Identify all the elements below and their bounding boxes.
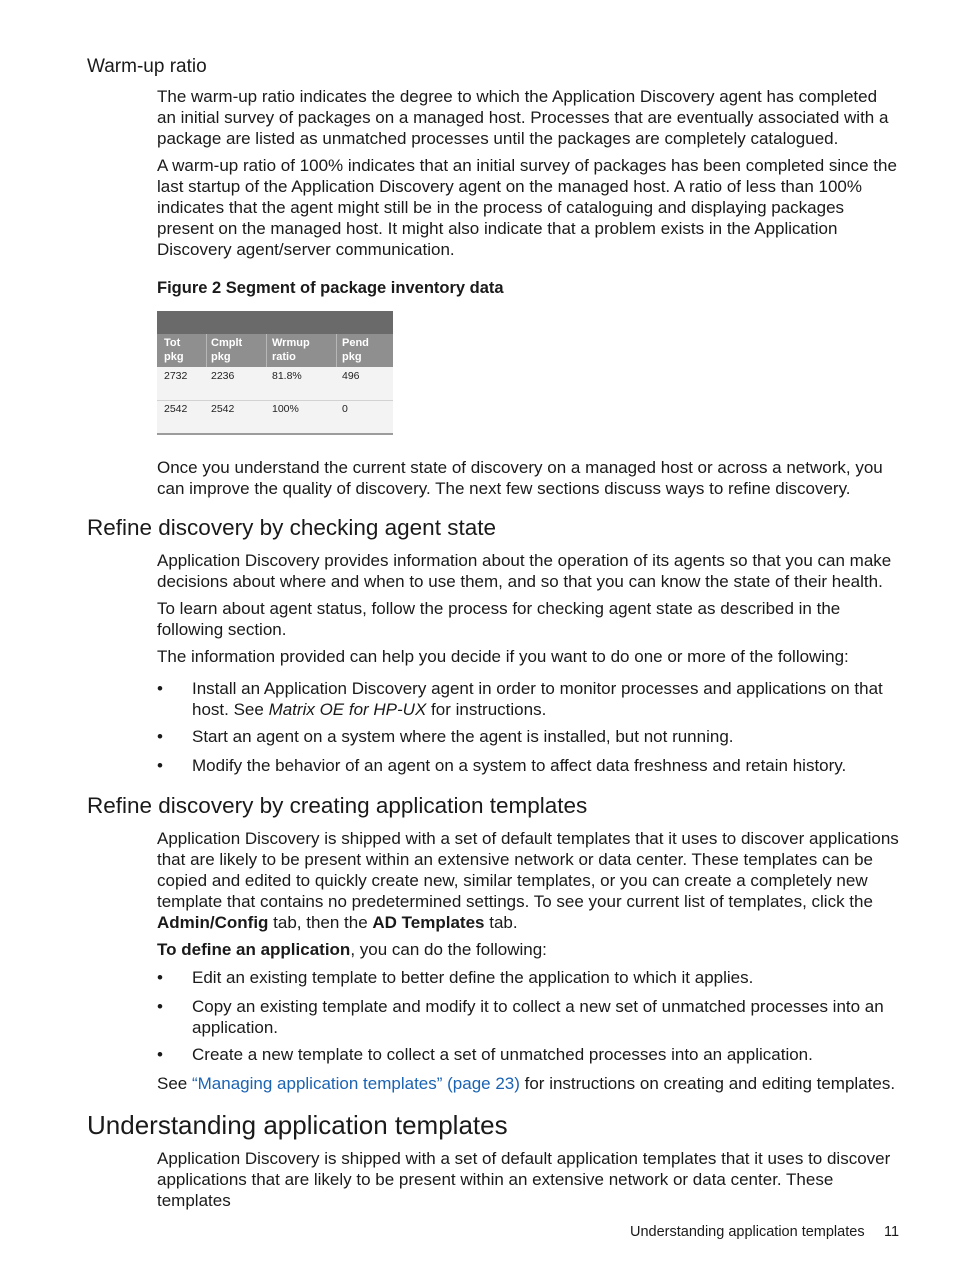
list-item: • Create a new template to collect a set of unmatched processes into an application. <box>157 1044 899 1065</box>
templates-paragraph-1: Application Discovery is shipped with a set of default templates that it uses to discover applications that are likely to be present within an extensive network or data center. These templates can be copied and edited to quickly create new, similar templates, or you can create a completely new template that contains no predetermined settings. To see your current list of templates, click the Admin/Config tab, then the AD Templates tab. <box>157 829 899 932</box>
warmup-heading: Warm-up ratio <box>87 56 207 77</box>
understanding-body <box>157 1148 899 1211</box>
table-cell: 496 <box>342 370 360 382</box>
row-divider <box>157 400 393 401</box>
agent-state-list <box>157 678 899 776</box>
warmup-body <box>157 86 899 260</box>
templates-see-also: See “Managing application templates” (page 23) for instructions on creating and editing templates. <box>157 1074 896 1093</box>
column-header: Cmplt pkg <box>211 337 243 363</box>
agent-state-body <box>157 550 899 667</box>
footer-title: Understanding application templates <box>630 1224 865 1240</box>
column-divider <box>206 334 207 367</box>
table-cell: 2732 <box>164 370 188 382</box>
list-item: • Modify the behavior of an agent on a system to affect data freshness and retain history. <box>157 755 899 776</box>
table-cell: 2542 <box>164 403 188 415</box>
table-cell: 81.8% <box>272 370 302 382</box>
column-header: Tot pkg <box>164 337 184 363</box>
templates-list <box>157 967 899 1065</box>
table-cell: 100% <box>272 403 299 415</box>
understanding-heading: Understanding application templates <box>87 1110 508 1140</box>
table-cell: 2542 <box>211 403 235 415</box>
templates-heading: Refine discovery by creating application templates <box>87 793 588 818</box>
agent-state-paragraph-3: The information provided can help you decide if you want to do one or more of the following: <box>157 647 849 666</box>
list-item: • Start an agent on a system where the agent is installed, but not running. <box>157 726 899 747</box>
table-title-bar <box>157 311 393 334</box>
understanding-paragraph-1: Application Discovery is shipped with a set of default application templates that it uses to discover applications that are likely to be present within an extensive network or data center. These templates <box>157 1149 891 1210</box>
list-item: • Copy an existing template and modify it to collect a new set of unmatched processes into an application. <box>157 996 899 1038</box>
agent-state-paragraph-1: Application Discovery provides information about the operation of its agents so that you can make decisions about where and when to use them, and so that you can know the state of their health. <box>157 551 892 591</box>
warmup-paragraph-1: The warm-up ratio indicates the degree to which the Application Discovery agent has completed an initial survey of packages on a managed host. Processes that are eventually associated with a package are listed as unmatched processes until the packages are completely catalogued. <box>157 87 889 148</box>
templates-paragraph-2: To define an application, you can do the following: <box>157 940 547 959</box>
page-number: 11 <box>884 1224 900 1240</box>
table-cell: 2236 <box>211 370 235 382</box>
column-divider <box>336 334 337 367</box>
column-divider <box>266 334 267 367</box>
figure-caption: Figure 2 Segment of package inventory data <box>157 279 504 297</box>
list-item: • Install an Application Discovery agent in order to monitor processes and applications on that host. See Matrix OE for HP-UX for instructions. <box>157 678 899 720</box>
table-header-row <box>157 334 393 367</box>
warmup-paragraph-2: A warm-up ratio of 100% indicates that an initial survey of packages has been completed since the last startup of the Application Discovery agent on the managed host. A ratio of less than 100% indicates that the agent might still be in the process of cataloguing and displaying packages present on the managed host. It might also indicate that a problem exists in the Application Discovery agent/server communication. <box>157 156 897 259</box>
agent-state-heading: Refine discovery by checking agent state <box>87 515 496 540</box>
agent-state-paragraph-2: To learn about agent status, follow the process for checking agent state as described in the following section. <box>157 599 841 639</box>
after-figure-paragraph: Once you understand the current state of discovery on a managed host or across a network, you can improve the quality of discovery. The next few sections discuss ways to refine discovery. <box>157 458 883 498</box>
templates-body <box>157 828 899 960</box>
table-cell: 0 <box>342 403 348 415</box>
column-header: Pend pkg <box>342 337 369 363</box>
column-header: Wrmup ratio <box>272 337 310 363</box>
managing-templates-link[interactable]: “Managing application templates” (page 23) <box>191 1074 520 1093</box>
package-inventory-table <box>157 311 393 435</box>
list-item: • Edit an existing template to better define the application to which it applies. <box>157 967 899 988</box>
table-bottom-border <box>157 433 393 435</box>
